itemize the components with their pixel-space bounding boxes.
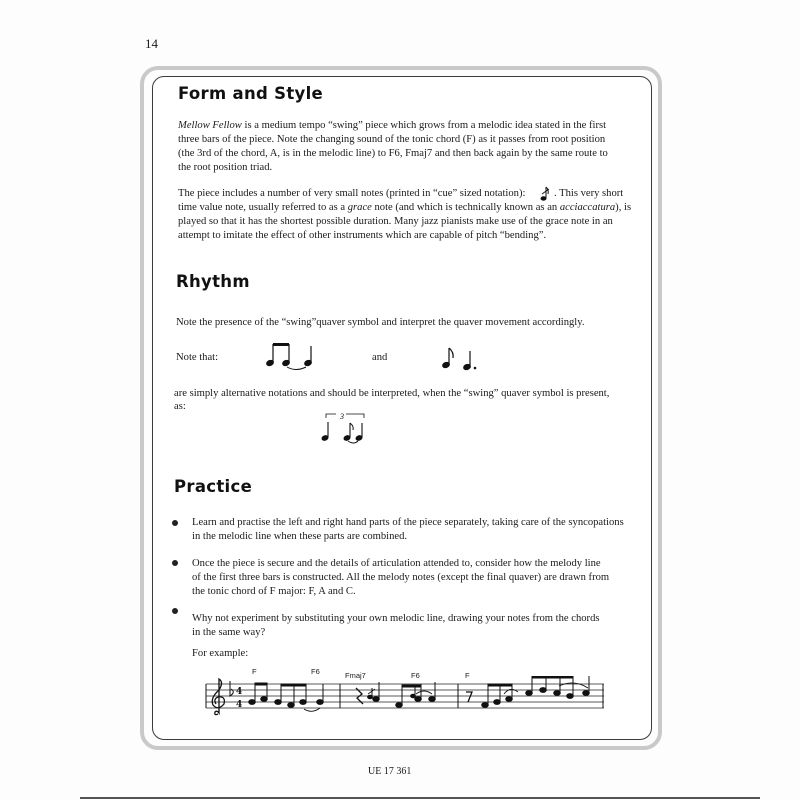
triplet-number: 3 xyxy=(340,412,344,421)
piece-title: Mellow Fellow xyxy=(178,120,242,131)
bottom-edge xyxy=(80,797,760,799)
form-paragraph-2-line-1 xyxy=(178,187,525,201)
bullet-1-dot xyxy=(172,520,178,526)
note-that-label: Note that: xyxy=(176,352,219,363)
grace-note-icon xyxy=(536,184,550,202)
bar-3-notes xyxy=(466,676,589,707)
page-number: 14 xyxy=(145,36,158,51)
quaver-dotted-crotchet-notation xyxy=(440,345,480,373)
text-segment: time value note, usually referred to as a xyxy=(178,202,348,213)
form-p2-line1-text: The piece includes a number of very small notes (printed in “cue” sized notation): xyxy=(178,188,526,199)
acciaccatura-term: acciaccatura xyxy=(559,202,616,213)
flat-icon xyxy=(230,681,233,696)
form-paragraph-1-line-3: (the 3rd of the chord, A, is in the melodic line) to F6, Fmaj7 and then back again by the same route to xyxy=(178,148,608,159)
bullet-3-dot xyxy=(172,608,178,614)
rhythm-explanation-line-2: as: xyxy=(174,401,186,412)
form-paragraph-1-line-4: the root position triad. xyxy=(178,162,273,173)
form-paragraph-2-line-3: played so that it has the shortest possible duration. Many jazz pianists make use of the grace note in an xyxy=(178,216,613,227)
chord-symbol-fmaj7: Fmaj7 xyxy=(345,671,366,680)
bar-1-notes xyxy=(249,683,324,711)
form-paragraph-2-line-4: attempt to imitate the effect of other instruments which are capable of pitch “bending”. xyxy=(178,230,547,241)
melody-staff-example xyxy=(204,676,608,720)
rhythm-explanation-line-1: are simply alternative notations and should be interpreted, when the “swing” quaver symbol is present, xyxy=(174,388,610,399)
rhythm-heading: Rhythm xyxy=(176,272,250,291)
for-example-label: For example: xyxy=(192,648,249,659)
form-p2-line1-end: . This very short xyxy=(554,188,624,199)
top-edge xyxy=(0,0,800,2)
text-segment: ), is xyxy=(615,202,632,213)
form-and-style-heading: Form and Style xyxy=(178,84,324,103)
chord-symbol-f6-2: F6 xyxy=(411,671,420,680)
chord-symbol-f-2: F xyxy=(465,671,470,680)
footer-catalogue-number: UE 17 361 xyxy=(368,766,412,777)
time-signature-bottom: 4 xyxy=(236,700,243,710)
bullet-2-dot xyxy=(172,560,178,566)
form-paragraph-1-line-1 xyxy=(178,119,606,133)
form-p1-line1-text: is a medium tempo “swing” piece which grows from a melodic idea stated in the first xyxy=(241,120,607,131)
bullet-3-line-2: in the same way? xyxy=(192,627,266,638)
and-label: and xyxy=(372,352,388,363)
beamed-quavers-tied-notation xyxy=(264,340,324,370)
practice-heading: Practice xyxy=(174,477,253,496)
bullet-2-line-1: Once the piece is secure and the details of articulation attended to, consider how the melody line xyxy=(192,558,601,569)
bar-2-notes xyxy=(356,682,435,707)
bullet-2-line-2: of the first three bars is constructed. All the melody notes (except the final quaver) are drawn from xyxy=(192,572,610,583)
triplet-swing-notation xyxy=(318,410,374,444)
bullet-1-line-2: in the melodic line when these parts are combined. xyxy=(192,531,408,542)
bullet-3-line-1: Why not experiment by substituting your own melodic line, drawing your notes from the chords xyxy=(192,613,600,624)
content-box xyxy=(152,76,652,740)
text-segment: note (and which is technically known as an xyxy=(371,202,560,213)
bullet-1-line-1: Learn and practise the left and right hand parts of the piece separately, taking care of the syncopations xyxy=(192,517,624,528)
form-paragraph-2-line-2 xyxy=(178,201,631,215)
grace-term: grace xyxy=(347,202,372,213)
time-signature-top: 4 xyxy=(236,687,243,697)
chord-symbol-f6: F6 xyxy=(311,667,320,676)
chord-symbol-f: F xyxy=(252,667,257,676)
form-paragraph-1-line-2: three bars of the piece. Note the changing sound of the tonic chord (F) as it passes from root position xyxy=(178,134,606,145)
rhythm-intro: Note the presence of the “swing”quaver symbol and interpret the quaver movement accordingly. xyxy=(176,317,585,328)
bullet-2-line-3: the tonic chord of F major: F, A and C. xyxy=(192,586,356,597)
